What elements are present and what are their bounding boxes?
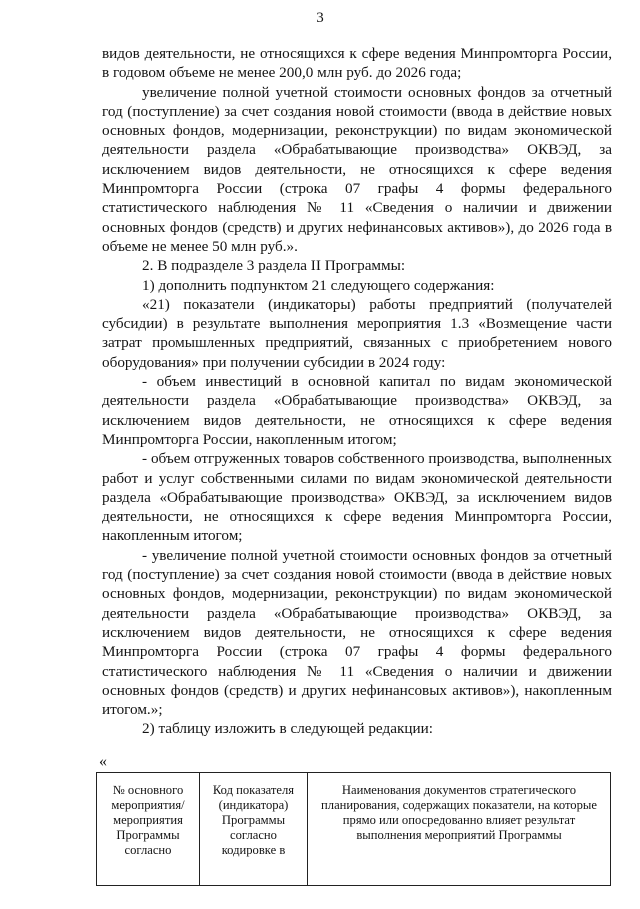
table-header-cell-documents: Наименования документов стратегического планирования, содержащих показатели, на которые прямо или опосредованно влияет результат выполнения мероприятий Программы (308, 773, 611, 886)
document-body (102, 44, 612, 739)
paragraph: 2) таблицу изложить в следующей редакции: (142, 720, 433, 738)
table-header-cell-activity: № основного мероприятия/мероприятия Программы согласно (97, 773, 200, 886)
paragraph: видов деятельности, не относящихся к сфере ведения Минпромторга России, в годовом объеме не менее 200,0 млн руб. до 2026 года; (102, 45, 612, 82)
table-header-row (97, 773, 611, 886)
paragraph: 2. В подразделе 3 раздела II Программы: (142, 257, 406, 275)
opening-quote-mark: « (99, 753, 107, 770)
paragraph: «21) показатели (индикаторы) работы предприятий (получателей субсидии) в результате выполнения мероприятия 1.3 «Возмещение части затрат промышленных предприятий, связанных с приобретением нового оборудования» при получении субсидии в 2024 году: (102, 295, 612, 371)
paragraph: - увеличение полной учетной стоимости основных фондов за отчетный год (поступление) за счет создания новой стоимости (ввода в действие новых основных фондов, модернизации, реконструкции) по видам экономической деятельности раздела «Обрабатывающие производства» ОКВЭД, за исключением видов деятельности, не относящихся к сфере ведения Минпромторга России (строка 07 графы 4 формы федерального статистического наблюдения № 11 «Сведения о наличии и движении основных фондов (средств) и других нефинансовых активов»), накопленным итогом.»; (102, 546, 612, 719)
paragraph: - объем инвестиций в основной капитал по видам экономической деятельности раздела «Обрабатывающие производства» ОКВЭД, за исключением видов деятельности, не относящихся к сфере ведения Минпромторга России, накопленным итогом; (102, 373, 612, 448)
page-number: 3 (316, 10, 324, 26)
paragraph: - объем отгруженных товаров собственного производства, выполненных работ и услуг собственными силами по видам экономической деятельности раздела «Обрабатывающие производства» ОКВЭД, за исключением видов деятельности, не относящихся к сфере ведения Минпромторга России, накопленным итогом; (102, 450, 612, 545)
paragraph: 1) дополнить подпунктом 21 следующего содержания: (142, 276, 495, 294)
paragraph: увеличение полной учетной стоимости основных фондов за отчетный год (поступление) за счет создания новой стоимости (ввода в действие новых основных фондов, модернизации, реконструкции) по видам экономической деятельности раздела «Обрабатывающие производства» ОКВЭД, за исключением видов деятельности, не относящихся к сфере ведения Минпромторга России (строка 07 графы 4 формы федерального статистического наблюдения № 11 «Сведения о наличии и движении основных фондов (средств) и других нефинансовых активов»), до 2026 года в объеме не менее 50 млн руб.». (102, 83, 612, 255)
table-header-cell-indicator-code: Код показателя (индикатора) Программы согласно кодировке в (200, 773, 308, 886)
program-table (96, 772, 611, 886)
